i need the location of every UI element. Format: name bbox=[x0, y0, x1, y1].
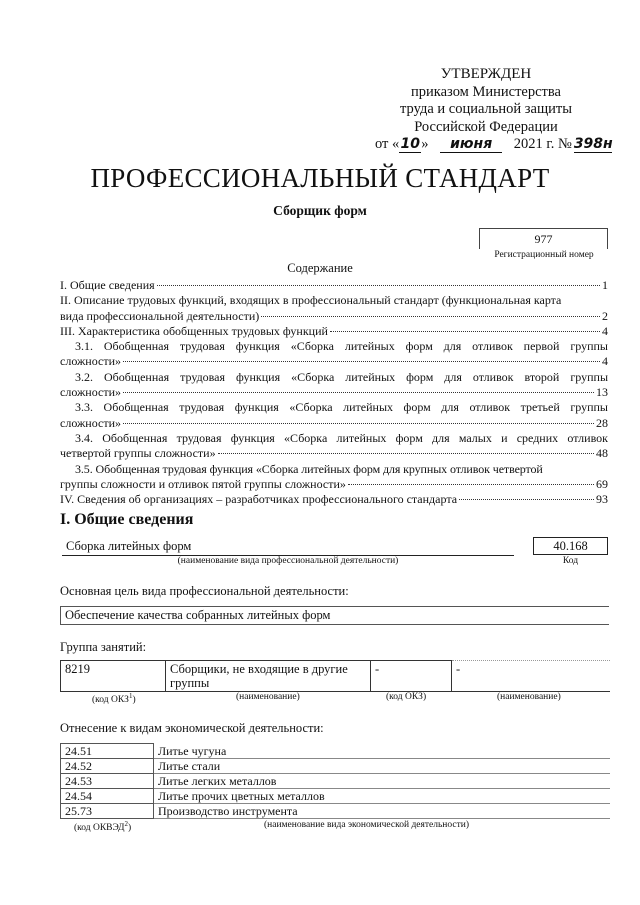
order-number: 398н bbox=[573, 136, 613, 152]
toc-item-page: 4 bbox=[602, 354, 608, 369]
toc-item[interactable] bbox=[60, 492, 608, 507]
toc-item-page: 2 bbox=[602, 308, 608, 323]
okved-code: 24.52 bbox=[61, 759, 154, 774]
date-month: июня bbox=[440, 137, 502, 153]
okved-table bbox=[60, 743, 610, 819]
toc-item-page: 48 bbox=[596, 446, 608, 461]
toc-item[interactable] bbox=[60, 431, 608, 462]
registration-label: Регистрационный номер bbox=[494, 250, 594, 260]
toc-item[interactable] bbox=[60, 293, 608, 324]
toc-item-text-cont: вида профессиональной деятельности) bbox=[60, 308, 260, 323]
okved-code: 25.73 bbox=[61, 804, 154, 819]
okz-code-caption-2: (код ОКЗ) bbox=[386, 692, 427, 702]
toc-item-page: 69 bbox=[596, 476, 608, 491]
occupation-group-table bbox=[60, 660, 610, 692]
toc-item[interactable] bbox=[60, 462, 608, 493]
date-day: 10 bbox=[400, 136, 421, 152]
toc-item-text: 3.3. Обобщенная трудовая функция «Сборка литейных форм для отливок третьей группы bbox=[75, 400, 608, 415]
okz-name-2: - bbox=[452, 661, 611, 692]
registration-number: 977 bbox=[479, 228, 608, 249]
goal-field bbox=[60, 606, 609, 625]
okz-code-caption-1: (код ОКЗ$^1$) bbox=[92, 692, 136, 706]
table-row bbox=[61, 774, 611, 789]
okved-name: Литье прочих цветных металлов bbox=[154, 789, 611, 804]
okz-name-1: Сборщики, не входящие в другие группы bbox=[166, 661, 371, 692]
okz-name-caption-2: (наименование) bbox=[497, 692, 561, 702]
toc-item-text-cont: группы сложности и отливок пятой группы сложности» bbox=[60, 476, 346, 491]
toc-item-text-cont: сложности» bbox=[60, 354, 122, 369]
okved-code: 24.54 bbox=[61, 789, 154, 804]
toc-item[interactable] bbox=[60, 278, 608, 293]
toc-item-text-cont: четвертой группы сложности» bbox=[60, 446, 216, 461]
toc-item[interactable] bbox=[60, 370, 608, 401]
code-caption: Код bbox=[562, 556, 579, 566]
toc-item-page: 93 bbox=[596, 492, 608, 507]
toc-heading: Содержание bbox=[287, 261, 353, 275]
approval-line-2: труда и социальной защиты bbox=[400, 101, 572, 117]
okved-name: Литье легких металлов bbox=[154, 774, 611, 789]
toc-item-text: 3.4. Обобщенная трудовая функция «Сборка литейных форм для малых и средних отливок bbox=[75, 430, 608, 445]
table-row bbox=[61, 744, 611, 759]
toc-item-text-cont: сложности» bbox=[60, 385, 122, 400]
toc-item-text: I. Общие сведения bbox=[60, 278, 155, 292]
activity-code: 40.168 bbox=[533, 537, 608, 555]
goal-text: Обеспечение качества собранных литейных форм bbox=[65, 608, 331, 622]
approval-date-line bbox=[370, 136, 613, 154]
okved-label: Отнесение к видам экономической деятельности: bbox=[60, 721, 324, 735]
toc-item[interactable] bbox=[60, 400, 608, 431]
okved-name: Производство инструмента bbox=[154, 804, 611, 819]
okved-name: Литье чугуна bbox=[154, 744, 611, 759]
date-year: 2021 г. № bbox=[513, 136, 572, 152]
toc-item[interactable] bbox=[60, 324, 608, 339]
approval-line-3: Российской Федерации bbox=[414, 118, 558, 135]
date-mid: » bbox=[421, 136, 429, 152]
table-row bbox=[61, 789, 611, 804]
toc-item-text: 3.1. Обобщенная трудовая функция «Сборка литейных форм для отливок первой группы bbox=[75, 339, 608, 354]
toc-item-text-cont: сложности» bbox=[60, 415, 122, 430]
okz-code-2: - bbox=[371, 661, 452, 692]
okz-code-1: 8219 bbox=[61, 661, 166, 692]
group-label: Группа занятий: bbox=[60, 640, 147, 654]
table-row bbox=[61, 804, 611, 819]
activity-caption: (наименование вида профессиональной деятельности) bbox=[177, 556, 399, 566]
section-heading: I. Общие сведения bbox=[60, 511, 194, 528]
page-subtitle: Сборщик форм bbox=[273, 203, 367, 218]
activity-name-field bbox=[62, 539, 514, 556]
approval-heading: УТВЕРЖДЕН bbox=[440, 66, 532, 82]
okved-code-caption: (код ОКВЭД$^2$) bbox=[74, 820, 132, 834]
date-prefix: от « bbox=[375, 136, 400, 152]
toc-item-page: 4 bbox=[602, 323, 608, 338]
toc-item-text: 3.5. Обобщенная трудовая функция «Сборка литейных форм для крупных отливок четвертой bbox=[75, 461, 543, 476]
okved-code: 24.53 bbox=[61, 774, 154, 789]
toc-item-page: 28 bbox=[596, 415, 608, 430]
toc-item-text: IV. Сведения об организациях – разработчиках профессионального стандарта bbox=[60, 492, 458, 507]
toc-item-text: II. Описание трудовых функций, входящих в профессиональный стандарт (функциональная карта bbox=[60, 293, 562, 308]
activity-name: Сборка литейных форм bbox=[66, 539, 192, 553]
okved-name: Литье стали bbox=[154, 759, 611, 774]
toc-item[interactable] bbox=[60, 339, 608, 370]
approval-line-1: приказом Министерства bbox=[411, 83, 561, 100]
approval-block bbox=[370, 66, 613, 154]
goal-label: Основная цель вида профессиональной деятельности: bbox=[60, 584, 349, 598]
table-row bbox=[61, 759, 611, 774]
okved-code: 24.51 bbox=[61, 744, 154, 759]
toc-item-text: 3.2. Обобщенная трудовая функция «Сборка литейных форм для отливок второй группы bbox=[75, 369, 608, 384]
toc-item-page: 1 bbox=[602, 278, 608, 292]
okz-name-caption-1: (наименование) bbox=[236, 692, 300, 702]
table-of-contents bbox=[60, 278, 608, 507]
toc-item-page: 13 bbox=[596, 385, 608, 400]
okved-name-caption: (наименование вида экономической деятельности) bbox=[264, 820, 469, 830]
toc-item-text: III. Характеристика обобщенных трудовых функций bbox=[60, 323, 328, 338]
page-title: ПРОФЕССИОНАЛЬНЫЙ СТАНДАРТ bbox=[90, 163, 550, 193]
